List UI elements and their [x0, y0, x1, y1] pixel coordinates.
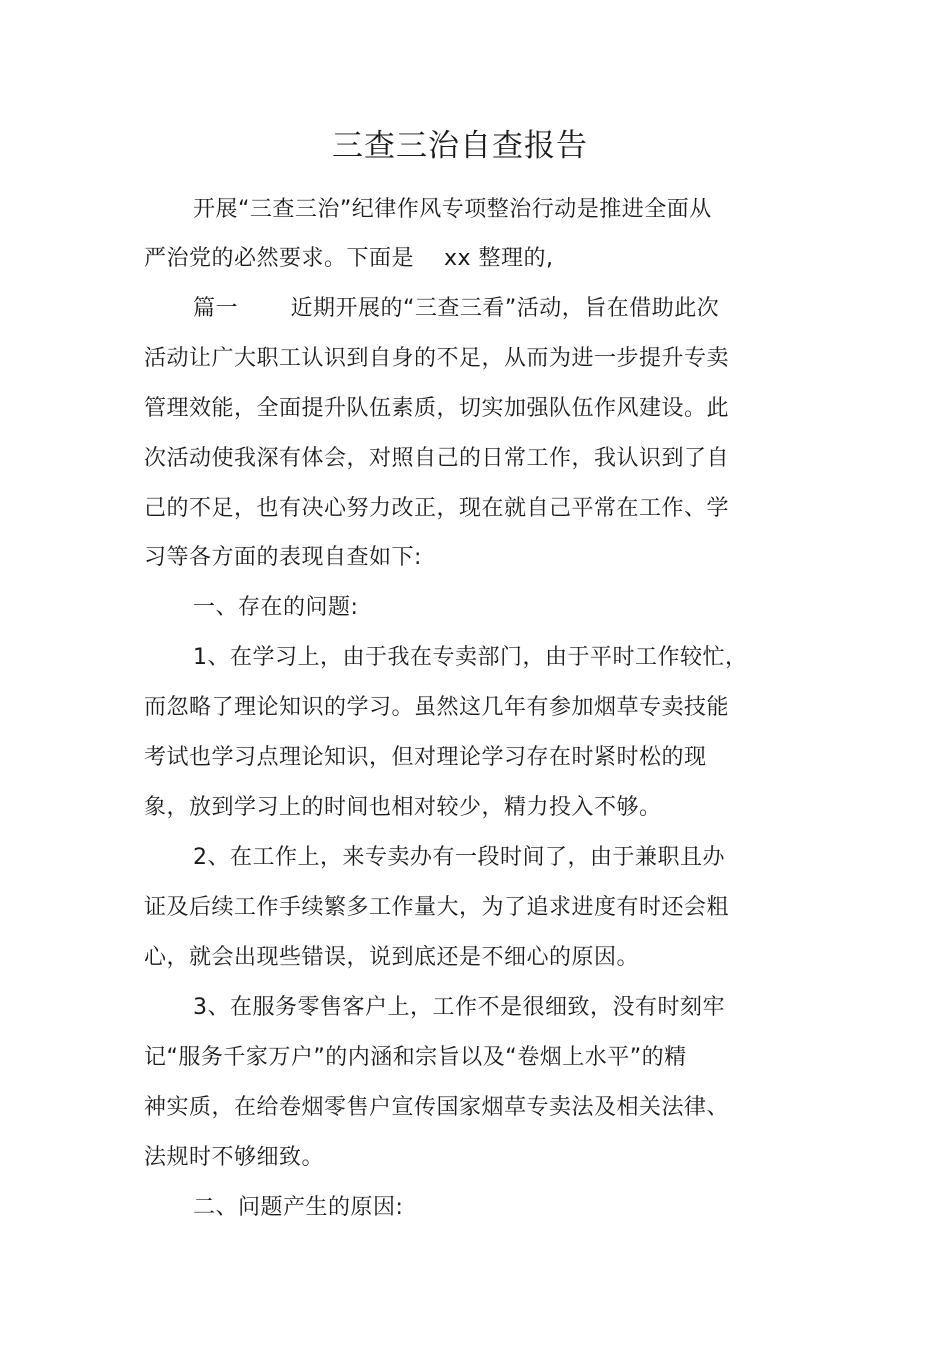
text-line: 象，放到学习上的时间也相对较少，精力投入不够。	[144, 795, 662, 820]
text-line: 1、在学习上，由于我在专卖部门，由于平时工作较忙，	[193, 645, 748, 670]
text-line: 3、在服务零售客户上，工作不是很细致，没有时刻牢	[193, 995, 725, 1020]
text-line: 开展“三查三治”纪律作风专项整治行动是推进全面从	[193, 197, 712, 222]
section-heading: 一、存在的问题:	[193, 595, 359, 620]
text-line: 证及后续工作手续繁多工作量大，为了追求进度有时还会粗	[144, 895, 730, 920]
text-line: 严治党的必然要求。下面是 xx 整理的,	[144, 246, 554, 271]
text-line: 神实质，在给卷烟零售户宣传国家烟草专卖法及相关法律、	[144, 1095, 730, 1120]
text-line: 活动让广大职工认识到自身的不足，从而为进一步提升专卖	[144, 346, 730, 371]
section-heading: 二、问题产生的原因:	[193, 1195, 404, 1220]
text-line: 管理效能，全面提升队伍素质，切实加强队伍作风建设。此	[144, 396, 730, 421]
text-line: 考试也学习点理论知识，但对理论学习存在时紧时松的现	[144, 745, 707, 770]
text-line: 篇一 近期开展的“三查三看”活动，旨在借助此次	[193, 296, 720, 321]
text-line: 心，就会出现些错误，说到底还是不细心的原因。	[144, 945, 640, 970]
text-line: 次活动使我深有体会，对照自己的日常工作，我认识到了自	[144, 446, 730, 471]
text-line: 而忽略了理论知识的学习。虽然这几年有参加烟草专卖技能	[144, 695, 730, 720]
text-line: 己的不足，也有决心努力改正，现在就自己平常在工作、学	[144, 496, 730, 521]
text-line: 2、在工作上，来专卖办有一段时间了，由于兼职且办	[193, 845, 725, 870]
text-line: 法规时不够细致。	[144, 1145, 325, 1170]
document-title: 三查三治自查报告	[332, 128, 588, 164]
text-line: 记“服务千家万户”的内涵和宗旨以及“卷烟上水平”的精	[144, 1045, 687, 1070]
text-line: 习等各方面的表现自查如下:	[144, 545, 422, 570]
